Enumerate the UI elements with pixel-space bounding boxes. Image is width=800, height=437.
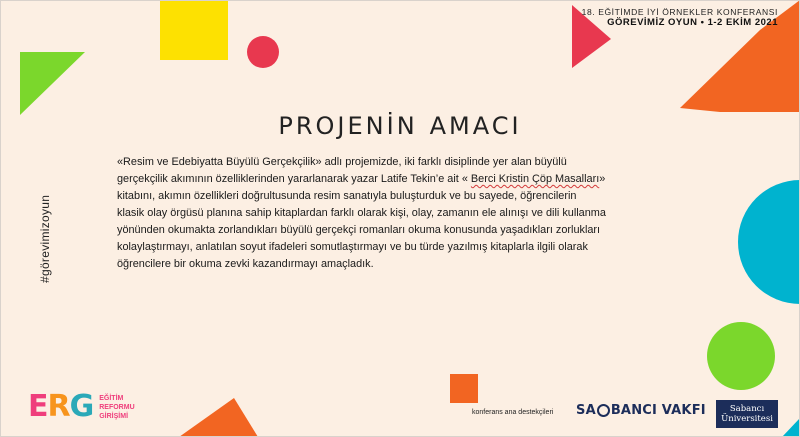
yellow-square	[160, 0, 228, 60]
body-line: «Resim ve Edebiyatta Büyülü Gerçekçilik» adlı projemizde, iki farklı disiplinde yer alan büyülü	[117, 156, 567, 168]
green-triangle	[20, 52, 85, 115]
body-line-end: »	[599, 173, 606, 185]
cyan-triangle	[782, 418, 800, 437]
sabanci-universitesi-logo	[716, 400, 778, 428]
erg-name-line: EĞİTİM	[99, 394, 124, 402]
erg-name	[99, 394, 134, 421]
orange-triangle	[179, 398, 258, 437]
book-title: Berci Kristin Çöp Masalları	[470, 173, 600, 185]
erg-mark	[28, 389, 94, 424]
sabanci-circle-icon	[597, 404, 610, 417]
slide-title	[0, 112, 800, 140]
body-line: kitabını, akımın özellikleri doğrultusunda resim sanatıyla buluşturduk ve bu sayede, öğrencilerin	[117, 190, 577, 202]
erg-logo	[28, 389, 135, 424]
erg-name-line: GİRİŞİMİ	[99, 412, 129, 420]
conference-header	[582, 8, 778, 29]
body-line-text: gerçekçilik akımının özelliklerinden yararlanarak yazar Latife Tekin’e ait «	[117, 173, 471, 185]
erg-letter-r: R	[47, 389, 70, 424]
conference-name: 18. EĞİTİMDE İYİ ÖRNEKLER KONFERANSI	[581, 7, 778, 17]
title-word-amaci: AMACI	[429, 112, 522, 140]
erg-letter-e: E	[28, 389, 48, 424]
uni-line: Sabancı	[729, 404, 765, 414]
body-paragraph	[117, 154, 692, 273]
body-line: öğrencilere bir okuma zevki kazandırmayı amaçladık.	[117, 258, 374, 270]
orange-square	[450, 374, 478, 403]
erg-name-line: REFORMU	[99, 403, 135, 411]
body-line: klasik olay örgüsü planına sahip kitaplardan farklı olarak kişi, olay, zamanın ele alınışı ve dili kullanma	[117, 207, 606, 219]
title-word-projenin: PROJENİN	[278, 112, 418, 140]
green-circle	[707, 322, 775, 390]
body-line: yönünden okumakta zorlandıkları büyülü gerçekçi romanları okuma konusunda yaşadıkları zorlukları	[117, 224, 601, 236]
body-line	[117, 171, 692, 188]
cyan-half-circle	[738, 180, 800, 304]
erg-letter-g: G	[69, 389, 94, 424]
uni-line: Üniversitesi	[721, 414, 773, 424]
hashtag-vertical: #görevimizoyun	[38, 194, 52, 283]
vakfi-text-a: SA	[576, 403, 596, 418]
sponsors-label: konferans ana destekçileri	[472, 409, 554, 416]
sabanci-vakfi-logo	[576, 403, 706, 418]
body-line: kolaylaştırmayı, anlatılan soyut ifadeleri somutlaştırmayı ve bu türde yazılmış kitaplarla ilgili olarak	[117, 241, 588, 253]
vakfi-text-b: BANCI VAKFI	[610, 403, 706, 418]
conference-theme-date: GÖREVİMİZ OYUN • 1-2 EKİM 2021	[607, 16, 778, 28]
red-circle	[247, 36, 279, 68]
